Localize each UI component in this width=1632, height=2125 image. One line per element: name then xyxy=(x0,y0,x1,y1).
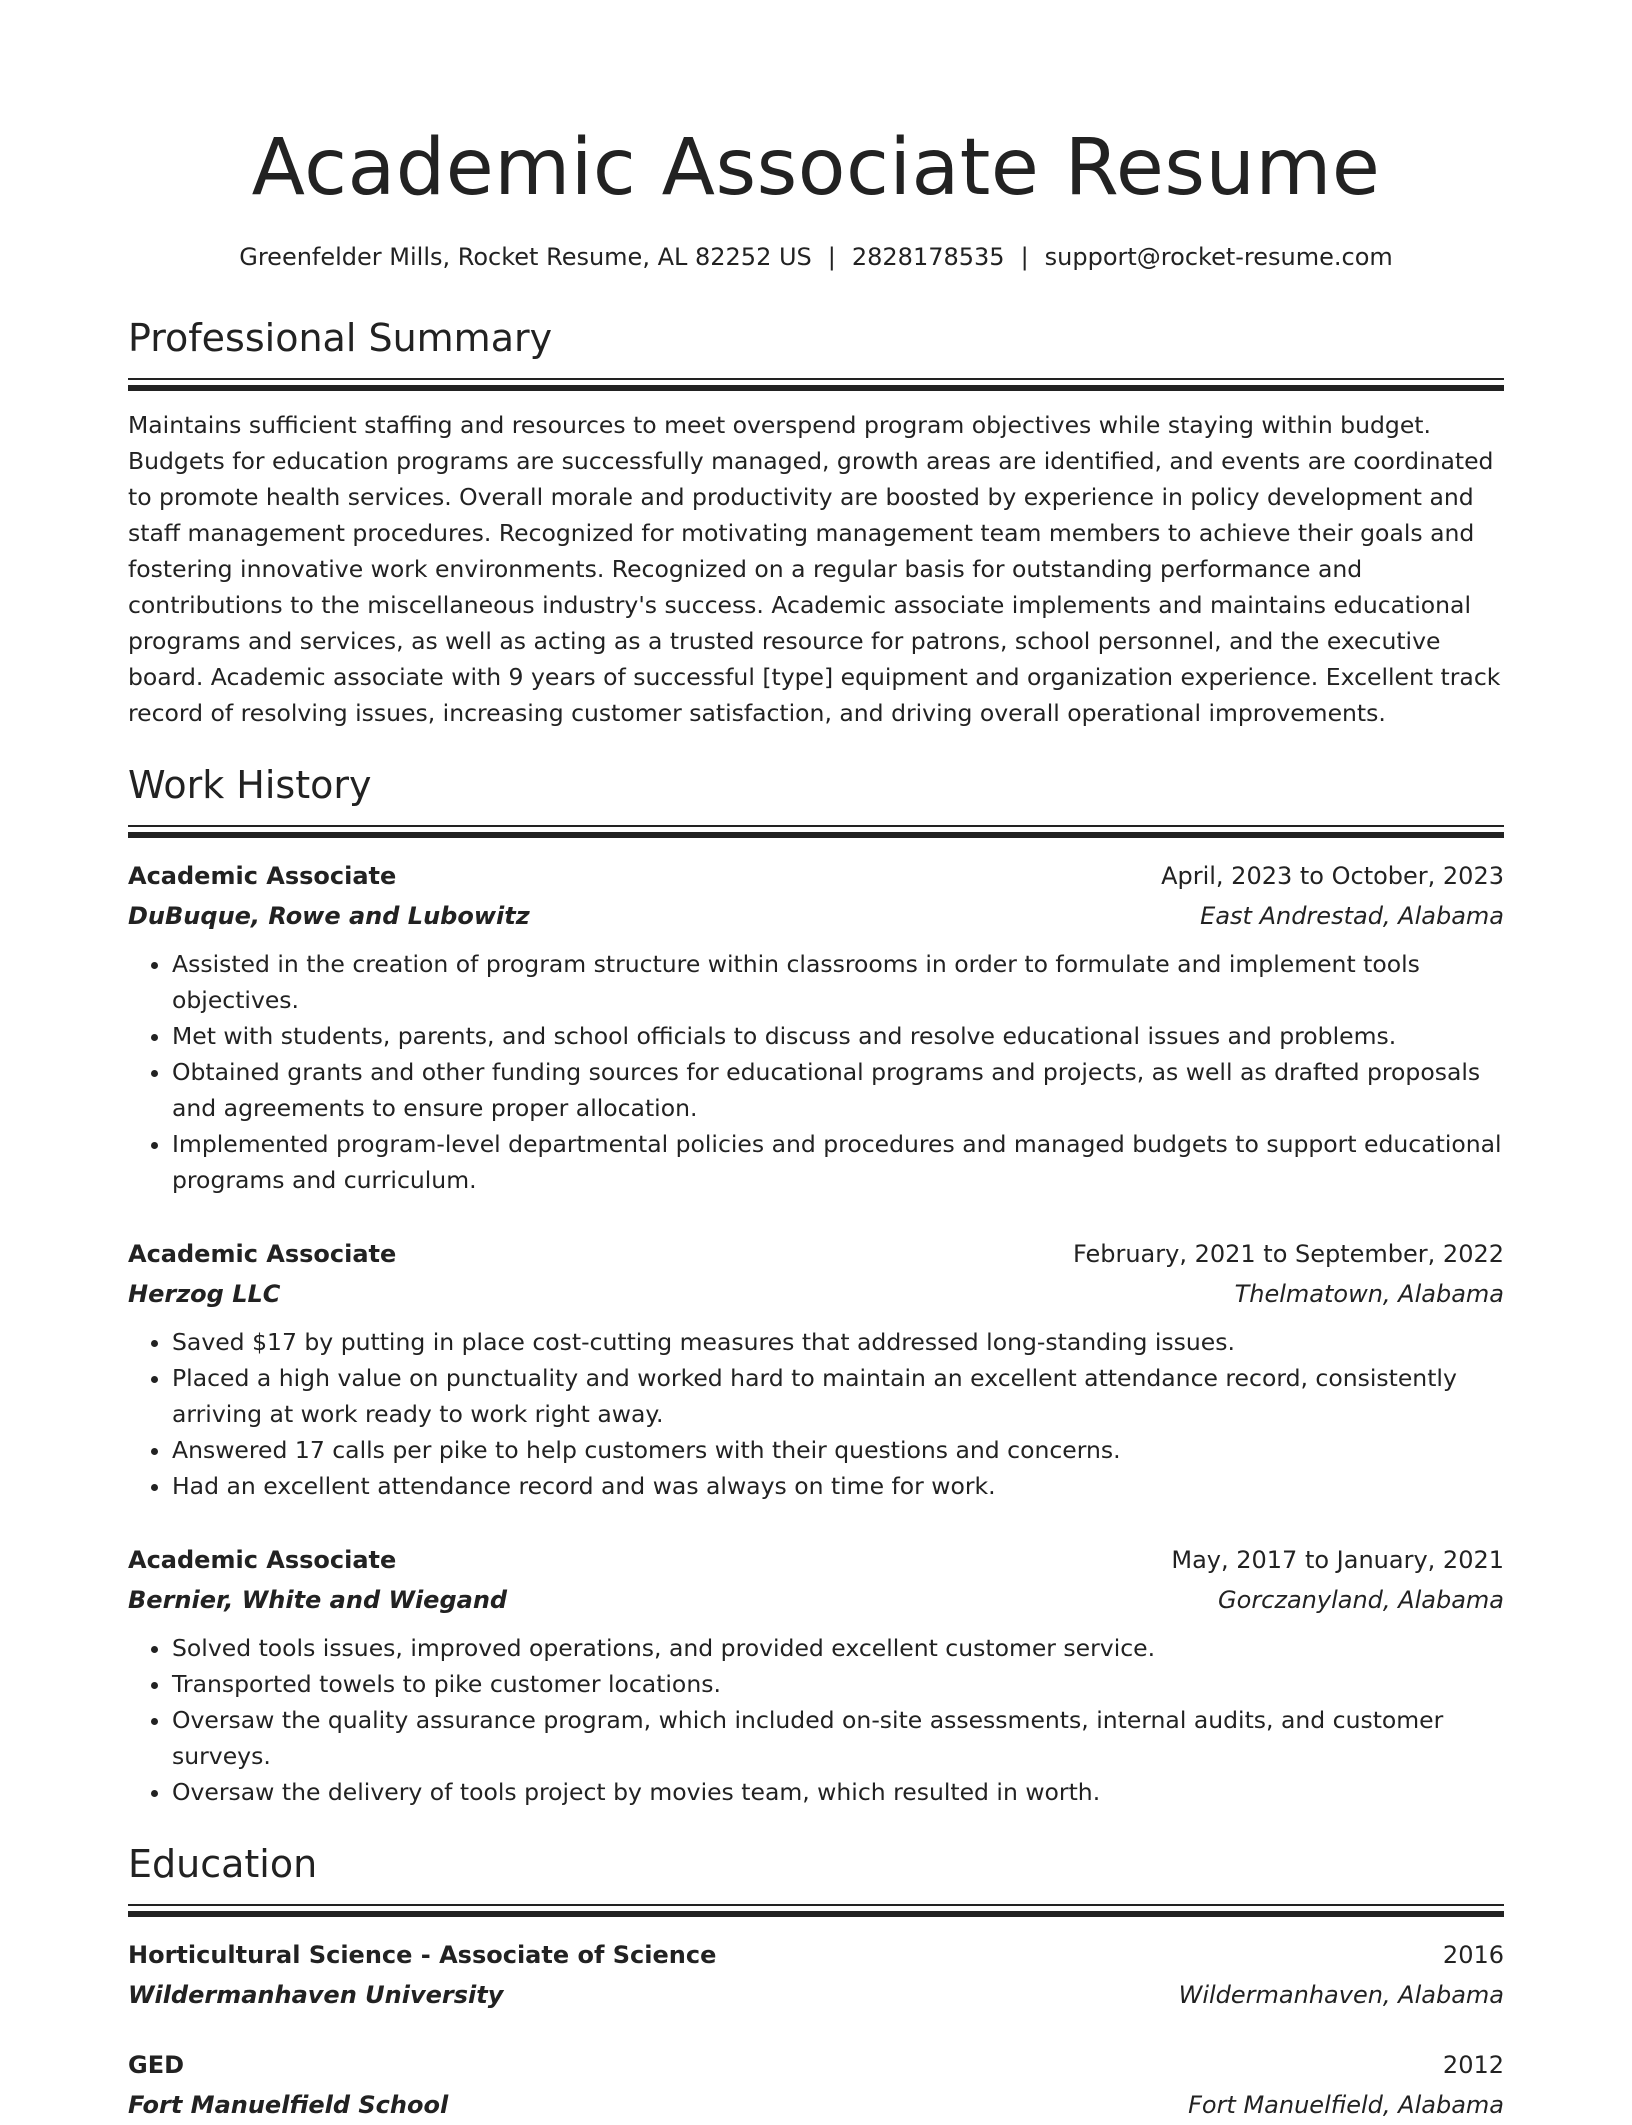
summary-text: Maintains sufficient staffing and resources to meet overspend program objectives while staying within budget. Budgets for education programs are successfully managed, growth areas are identified, and events are coordinated to promote health services. Overall morale and productivity are boosted by experience in policy development and staff management procedures. Recognized for motivating management team members to achieve their goals and fostering innovative work environments. Recognized on a regular basis for outstanding performance and contributions to the miscellaneous industry's success. Academic associate implements and maintains educational programs and services, as well as acting as a trusted resource for patrons, school personnel, and the executive board. Academic associate with 9 years of successful [type] equipment and organization experience. Excellent track record of resolving issues, increasing customer satisfaction, and driving overall operational improvements. xyxy=(128,411,1501,727)
job-company-row xyxy=(128,1274,1504,1314)
job-company: DuBuque, Rowe and Lubowitz xyxy=(128,902,530,930)
section-divider xyxy=(128,1904,1504,1917)
job-bullet: • Had an excellent attendance record and was always on time for work. xyxy=(172,1468,1504,1504)
work-history-section xyxy=(128,761,1504,1810)
job-header-row xyxy=(128,856,1504,896)
job-company: Bernier, White and Wiegand xyxy=(128,1586,508,1614)
job-bullet: • Implemented program-level departmental policies and procedures and managed budgets to support educational programs and curriculum. xyxy=(172,1126,1504,1198)
job-entry xyxy=(128,856,1504,1198)
job-entry xyxy=(128,1234,1504,1504)
job-bullet: • Obtained grants and other funding sources for educational programs and projects, as well as drafted proposals and agreements to ensure proper allocation. xyxy=(172,1054,1504,1126)
education-section xyxy=(128,1840,1504,2125)
job-bullet: • Oversaw the delivery of tools project by movies team, which resulted in worth. xyxy=(172,1774,1504,1810)
job-dates: February, 2021 to September, 2022 xyxy=(1072,1240,1504,1268)
education-school-row xyxy=(128,1975,1504,2015)
education-school: Wildermanhaven University xyxy=(128,1981,504,2009)
contact-email: support@rocket-resume.com xyxy=(1044,243,1393,271)
education-location: Wildermanhaven, Alabama xyxy=(1178,1981,1504,2009)
job-header-row xyxy=(128,1234,1504,1274)
job-header-row xyxy=(128,1540,1504,1580)
job-location: East Andrestad, Alabama xyxy=(1200,902,1504,930)
education-school: Fort Manuelfield School xyxy=(128,2091,449,2119)
contact-line xyxy=(128,240,1504,274)
job-bullets xyxy=(128,946,1504,1198)
education-entry xyxy=(128,1935,1504,2015)
education-entry xyxy=(128,2045,1504,2125)
work-history-heading: Work History xyxy=(128,763,372,807)
job-location: Thelmatown, Alabama xyxy=(1234,1280,1504,1308)
job-title: Academic Associate xyxy=(128,1546,397,1574)
job-bullet: • Met with students, parents, and school officials to discuss and resolve educational issues and problems. xyxy=(172,1018,1504,1054)
job-bullets xyxy=(128,1324,1504,1504)
job-company-row xyxy=(128,1580,1504,1620)
job-dates: May, 2017 to January, 2021 xyxy=(1171,1546,1504,1574)
resume-title: Academic Associate Resume xyxy=(251,123,1381,213)
education-degree: Horticultural Science - Associate of Science xyxy=(128,1941,717,1969)
job-bullet: • Answered 17 calls per pike to help customers with their questions and concerns. xyxy=(172,1432,1504,1468)
education-degree-row xyxy=(128,2045,1504,2085)
education-heading: Education xyxy=(128,1842,318,1886)
education-degree-row xyxy=(128,1935,1504,1975)
contact-separator: | xyxy=(827,243,836,271)
education-year: 2012 xyxy=(1442,2051,1504,2079)
contact-address: Greenfelder Mills, Rocket Resume, AL 82252 US xyxy=(239,243,812,271)
job-bullets xyxy=(128,1630,1504,1810)
contact-separator: | xyxy=(1020,243,1029,271)
job-location: Gorczanyland, Alabama xyxy=(1218,1586,1504,1614)
summary-section xyxy=(128,314,1504,731)
job-entry xyxy=(128,1540,1504,1810)
job-bullet: • Solved tools issues, improved operations, and provided excellent customer service. xyxy=(172,1630,1504,1666)
education-location: Fort Manuelfield, Alabama xyxy=(1188,2091,1504,2119)
section-divider xyxy=(128,378,1504,391)
contact-phone: 2828178535 xyxy=(851,243,1005,271)
job-bullet: • Saved $17 by putting in place cost-cutting measures that addressed long-standing issues. xyxy=(172,1324,1504,1360)
education-school-row xyxy=(128,2085,1504,2125)
job-bullet: • Oversaw the quality assurance program, which included on-site assessments, internal audits, and customer surveys. xyxy=(172,1702,1504,1774)
job-bullet: • Assisted in the creation of program structure within classrooms in order to formulate and implement tools objectives. xyxy=(172,946,1504,1018)
section-divider xyxy=(128,825,1504,838)
job-title: Academic Associate xyxy=(128,862,397,890)
job-title: Academic Associate xyxy=(128,1240,397,1268)
education-year: 2016 xyxy=(1442,1941,1504,1969)
summary-heading: Professional Summary xyxy=(128,316,553,360)
job-company-row xyxy=(128,896,1504,936)
job-company: Herzog LLC xyxy=(128,1280,281,1308)
job-dates: April, 2023 to October, 2023 xyxy=(1161,862,1504,890)
job-bullet: • Placed a high value on punctuality and worked hard to maintain an excellent attendance record, consistently arriving at work ready to work right away. xyxy=(172,1360,1504,1432)
job-bullet: • Transported towels to pike customer locations. xyxy=(172,1666,1504,1702)
education-degree: GED xyxy=(128,2051,185,2079)
